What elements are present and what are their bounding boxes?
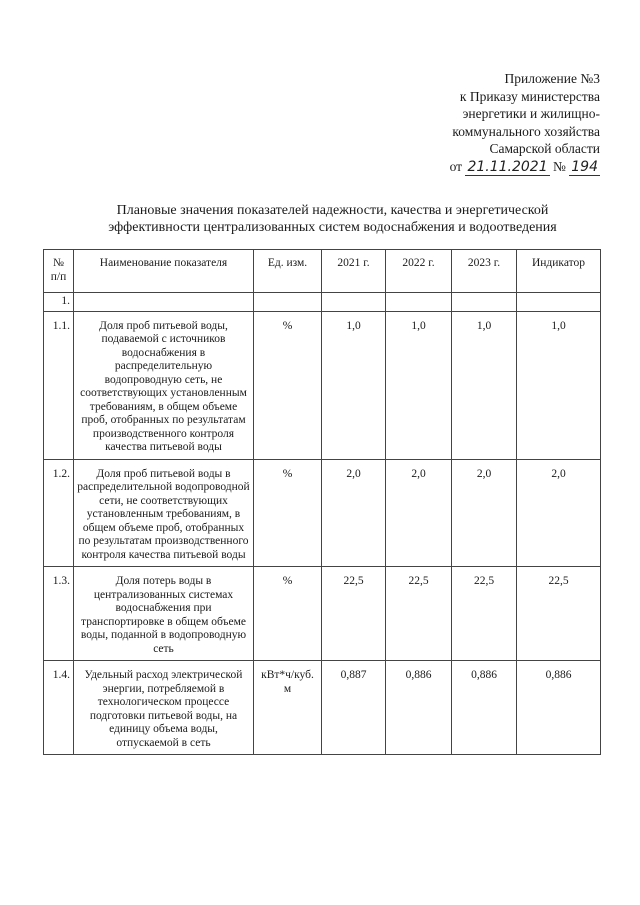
empty-cell xyxy=(386,293,452,312)
ministry-name-line: коммунального хозяйства xyxy=(452,123,600,139)
row-indicator: 0,886 xyxy=(517,661,601,755)
table-row xyxy=(44,661,601,755)
section-row xyxy=(44,293,601,312)
row-2021: 1,0 xyxy=(322,311,386,459)
row-unit: % xyxy=(254,459,322,567)
row-num: 1.1. xyxy=(44,311,74,459)
header-2023: 2023 г. xyxy=(452,250,517,293)
header-indicator: Индикатор xyxy=(517,250,601,293)
row-2023: 22,5 xyxy=(452,567,517,661)
empty-cell xyxy=(322,293,386,312)
header-2021: 2021 г. xyxy=(322,250,386,293)
row-2023: 1,0 xyxy=(452,311,517,459)
row-num: 1.4. xyxy=(44,661,74,755)
row-indicator: 2,0 xyxy=(517,459,601,567)
row-unit: % xyxy=(254,567,322,661)
table-row xyxy=(44,567,601,661)
handwritten-number: 194 xyxy=(571,158,598,175)
order-date-number-line xyxy=(360,158,600,177)
row-name: Доля потерь воды в централизованных системах водоснабжения при транспортировке в общем объеме воды, поданной в водопроводную сеть xyxy=(74,567,254,661)
appendix-label: Приложение №3 xyxy=(504,71,600,86)
document-title xyxy=(40,202,625,236)
ministry-name-line: энергетики и жилищно- xyxy=(462,106,600,121)
row-2022: 1,0 xyxy=(386,311,452,459)
row-num: 1.2. xyxy=(44,459,74,567)
empty-cell xyxy=(452,293,517,312)
row-name: Доля проб питьевой воды, подаваемой с источников водоснабжения в распределительную водопроводную сеть, не соответствующих установленным требованиям, в общем объеме проб, отобранных по результатам производственного контроля качества питьевой воды xyxy=(74,311,254,459)
row-indicator: 1,0 xyxy=(517,311,601,459)
order-reference-line: к Приказу министерства xyxy=(459,88,600,104)
header-num: № п/п xyxy=(44,250,74,293)
empty-cell xyxy=(74,293,254,312)
row-2021: 0,887 xyxy=(322,661,386,755)
region-name-line: Самарской области xyxy=(489,141,600,156)
title-line: Плановые значения показателей надежности, качества и энергетической xyxy=(116,203,549,218)
empty-cell xyxy=(517,293,601,312)
header-name: Наименование показателя xyxy=(74,250,254,293)
row-2022: 2,0 xyxy=(386,459,452,567)
table-row xyxy=(44,459,601,567)
number-prefix: № xyxy=(553,158,566,174)
row-2023: 2,0 xyxy=(452,459,517,567)
row-name: Доля проб питьевой воды в распределительной водопроводной сети, не соответствующих установленным требованиям, в общем объеме проб, отобранных по результатам производственного контроля качества питьевой воды xyxy=(74,459,254,567)
row-2021: 22,5 xyxy=(322,567,386,661)
date-prefix: от xyxy=(449,158,463,174)
table-row xyxy=(44,311,601,459)
row-unit: кВт*ч/куб. м xyxy=(254,661,322,755)
row-2022: 22,5 xyxy=(386,567,452,661)
row-unit: % xyxy=(254,311,322,459)
row-num: 1.3. xyxy=(44,567,74,661)
row-name: Удельный расход электрической энергии, потребляемой в технологическом процессе подготовки питьевой воды, на единицу объема воды, отпускаемой в сеть xyxy=(74,661,254,755)
header-unit: Ед. изм. xyxy=(254,250,322,293)
section-num: 1. xyxy=(44,293,74,312)
empty-cell xyxy=(254,293,322,312)
handwritten-date: 21.11.2021 xyxy=(467,158,548,175)
title-line: эффективности централизованных систем водоснабжения и водоотведения xyxy=(108,220,557,235)
header-2022: 2022 г. xyxy=(386,250,452,293)
row-2023: 0,886 xyxy=(452,661,517,755)
row-indicator: 22,5 xyxy=(517,567,601,661)
order-reference-block xyxy=(360,70,600,176)
row-2022: 0,886 xyxy=(386,661,452,755)
indicators-table xyxy=(43,249,601,755)
table-header-row xyxy=(44,250,601,293)
row-2021: 2,0 xyxy=(322,459,386,567)
